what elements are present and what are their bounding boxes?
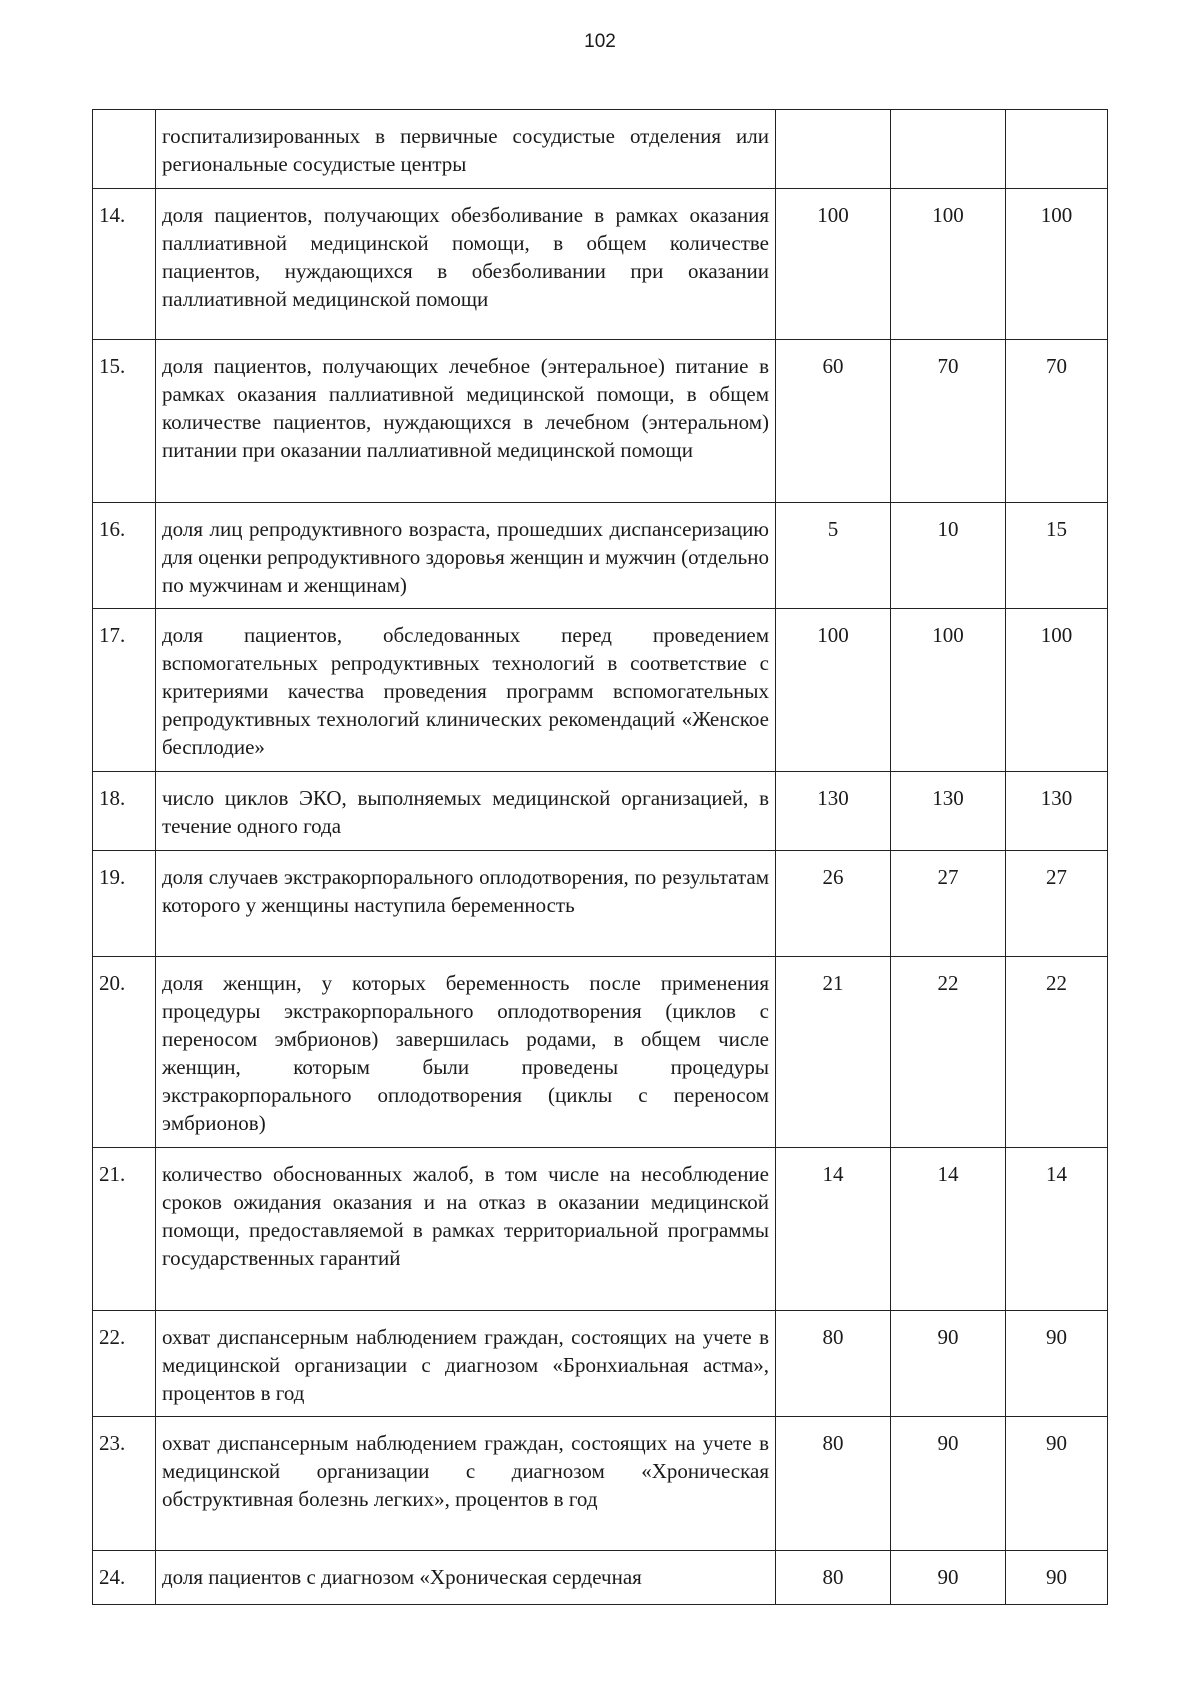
value-col-1: 80 [776,1311,891,1417]
row-description: доля пациентов, обследованных перед проведением вспомогательных репродуктивных технологий в соответствие с критериями качества проведения программ вспомогательных репродуктивных технологий клинических рекомендаций «Женское бесплодие» [156,609,776,772]
value-col-3: 90 [1006,1551,1108,1605]
row-description: доля пациентов, получающих обезболивание в рамках оказания паллиативной медицинской помощи, в общем количестве пациентов, нуждающихся в обезболивании при оказании паллиативной медицинской помощи [156,189,776,340]
row-description: доля пациентов с диагнозом «Хроническая сердечная [156,1551,776,1605]
value-col-2: 100 [891,189,1006,340]
row-description: количество обоснованных жалоб, в том числе на несоблюдение сроков ожидания оказания и на отказ в оказании медицинской помощи, предоставляемой в рамках территориальной программы государственных гарантий [156,1148,776,1311]
value-col-3: 100 [1006,609,1108,772]
value-col-3: 100 [1006,189,1108,340]
value-col-1: 80 [776,1417,891,1551]
value-col-2: 70 [891,340,1006,503]
value-col-2: 90 [891,1417,1006,1551]
row-description: число циклов ЭКО, выполняемых медицинской организацией, в течение одного года [156,772,776,851]
value-col-1: 26 [776,851,891,957]
value-col-3: 130 [1006,772,1108,851]
value-col-1: 100 [776,609,891,772]
value-col-2: 130 [891,772,1006,851]
table-row [93,189,1108,340]
value-col-1: 80 [776,1551,891,1605]
value-col-1: 60 [776,340,891,503]
value-col-1: 130 [776,772,891,851]
table-row [93,1311,1108,1417]
table-row [93,503,1108,609]
row-description: госпитализированных в первичные сосудистые отделения или региональные сосудистые центры [156,110,776,189]
table-row [93,957,1108,1148]
row-number: 21. [93,1148,156,1311]
value-col-3: 27 [1006,851,1108,957]
value-col-3: 14 [1006,1148,1108,1311]
value-col-3: 70 [1006,340,1108,503]
value-col-3 [1006,110,1108,189]
value-col-2: 10 [891,503,1006,609]
value-col-2: 100 [891,609,1006,772]
value-col-3: 90 [1006,1417,1108,1551]
row-description: доля лиц репродуктивного возраста, прошедших диспансеризацию для оценки репродуктивного здоровья женщин и мужчин (отдельно по мужчинам и женщинам) [156,503,776,609]
value-col-1: 100 [776,189,891,340]
row-description: охват диспансерным наблюдением граждан, состоящих на учете в медицинской организации с диагнозом «Бронхиальная астма», процентов в год [156,1311,776,1417]
indicators-table [92,109,1108,1605]
table-row [93,1417,1108,1551]
value-col-1 [776,110,891,189]
row-number: 15. [93,340,156,503]
page-number: 102 [584,31,616,52]
row-number: 23. [93,1417,156,1551]
value-col-2: 90 [891,1311,1006,1417]
value-col-3: 22 [1006,957,1108,1148]
row-description: доля женщин, у которых беременность после применения процедуры экстракорпорального оплодотворения (циклов с переносом эмбрионов) завершилась родами, в общем числе женщин, которым были проведены процедуры экстракорпорального оплодотворения (циклы с переносом эмбрионов) [156,957,776,1148]
table-row [93,1148,1108,1311]
value-col-3: 15 [1006,503,1108,609]
row-number: 17. [93,609,156,772]
table-row [93,609,1108,772]
row-description: доля пациентов, получающих лечебное (энтеральное) питание в рамках оказания паллиативной медицинской помощи, в общем количестве пациентов, нуждающихся в лечебном (энтеральном) питании при оказании паллиативной медицинской помощи [156,340,776,503]
row-number: 18. [93,772,156,851]
row-number [93,110,156,189]
row-description: доля случаев экстракорпорального оплодотворения, по результатам которого у женщины наступила беременность [156,851,776,957]
value-col-3: 90 [1006,1311,1108,1417]
table-row [93,772,1108,851]
value-col-2: 27 [891,851,1006,957]
value-col-2: 90 [891,1551,1006,1605]
value-col-1: 21 [776,957,891,1148]
row-number: 24. [93,1551,156,1605]
row-number: 14. [93,189,156,340]
row-number: 19. [93,851,156,957]
row-number: 22. [93,1311,156,1417]
value-col-1: 5 [776,503,891,609]
table-row [93,851,1108,957]
row-number: 16. [93,503,156,609]
value-col-1: 14 [776,1148,891,1311]
row-description: охват диспансерным наблюдением граждан, состоящих на учете в медицинской организации с диагнозом «Хроническая обструктивная болезнь легких», процентов в год [156,1417,776,1551]
table-row [93,340,1108,503]
value-col-2: 22 [891,957,1006,1148]
row-number: 20. [93,957,156,1148]
table-row [93,1551,1108,1605]
table-row [93,110,1108,189]
value-col-2: 14 [891,1148,1006,1311]
value-col-2 [891,110,1006,189]
